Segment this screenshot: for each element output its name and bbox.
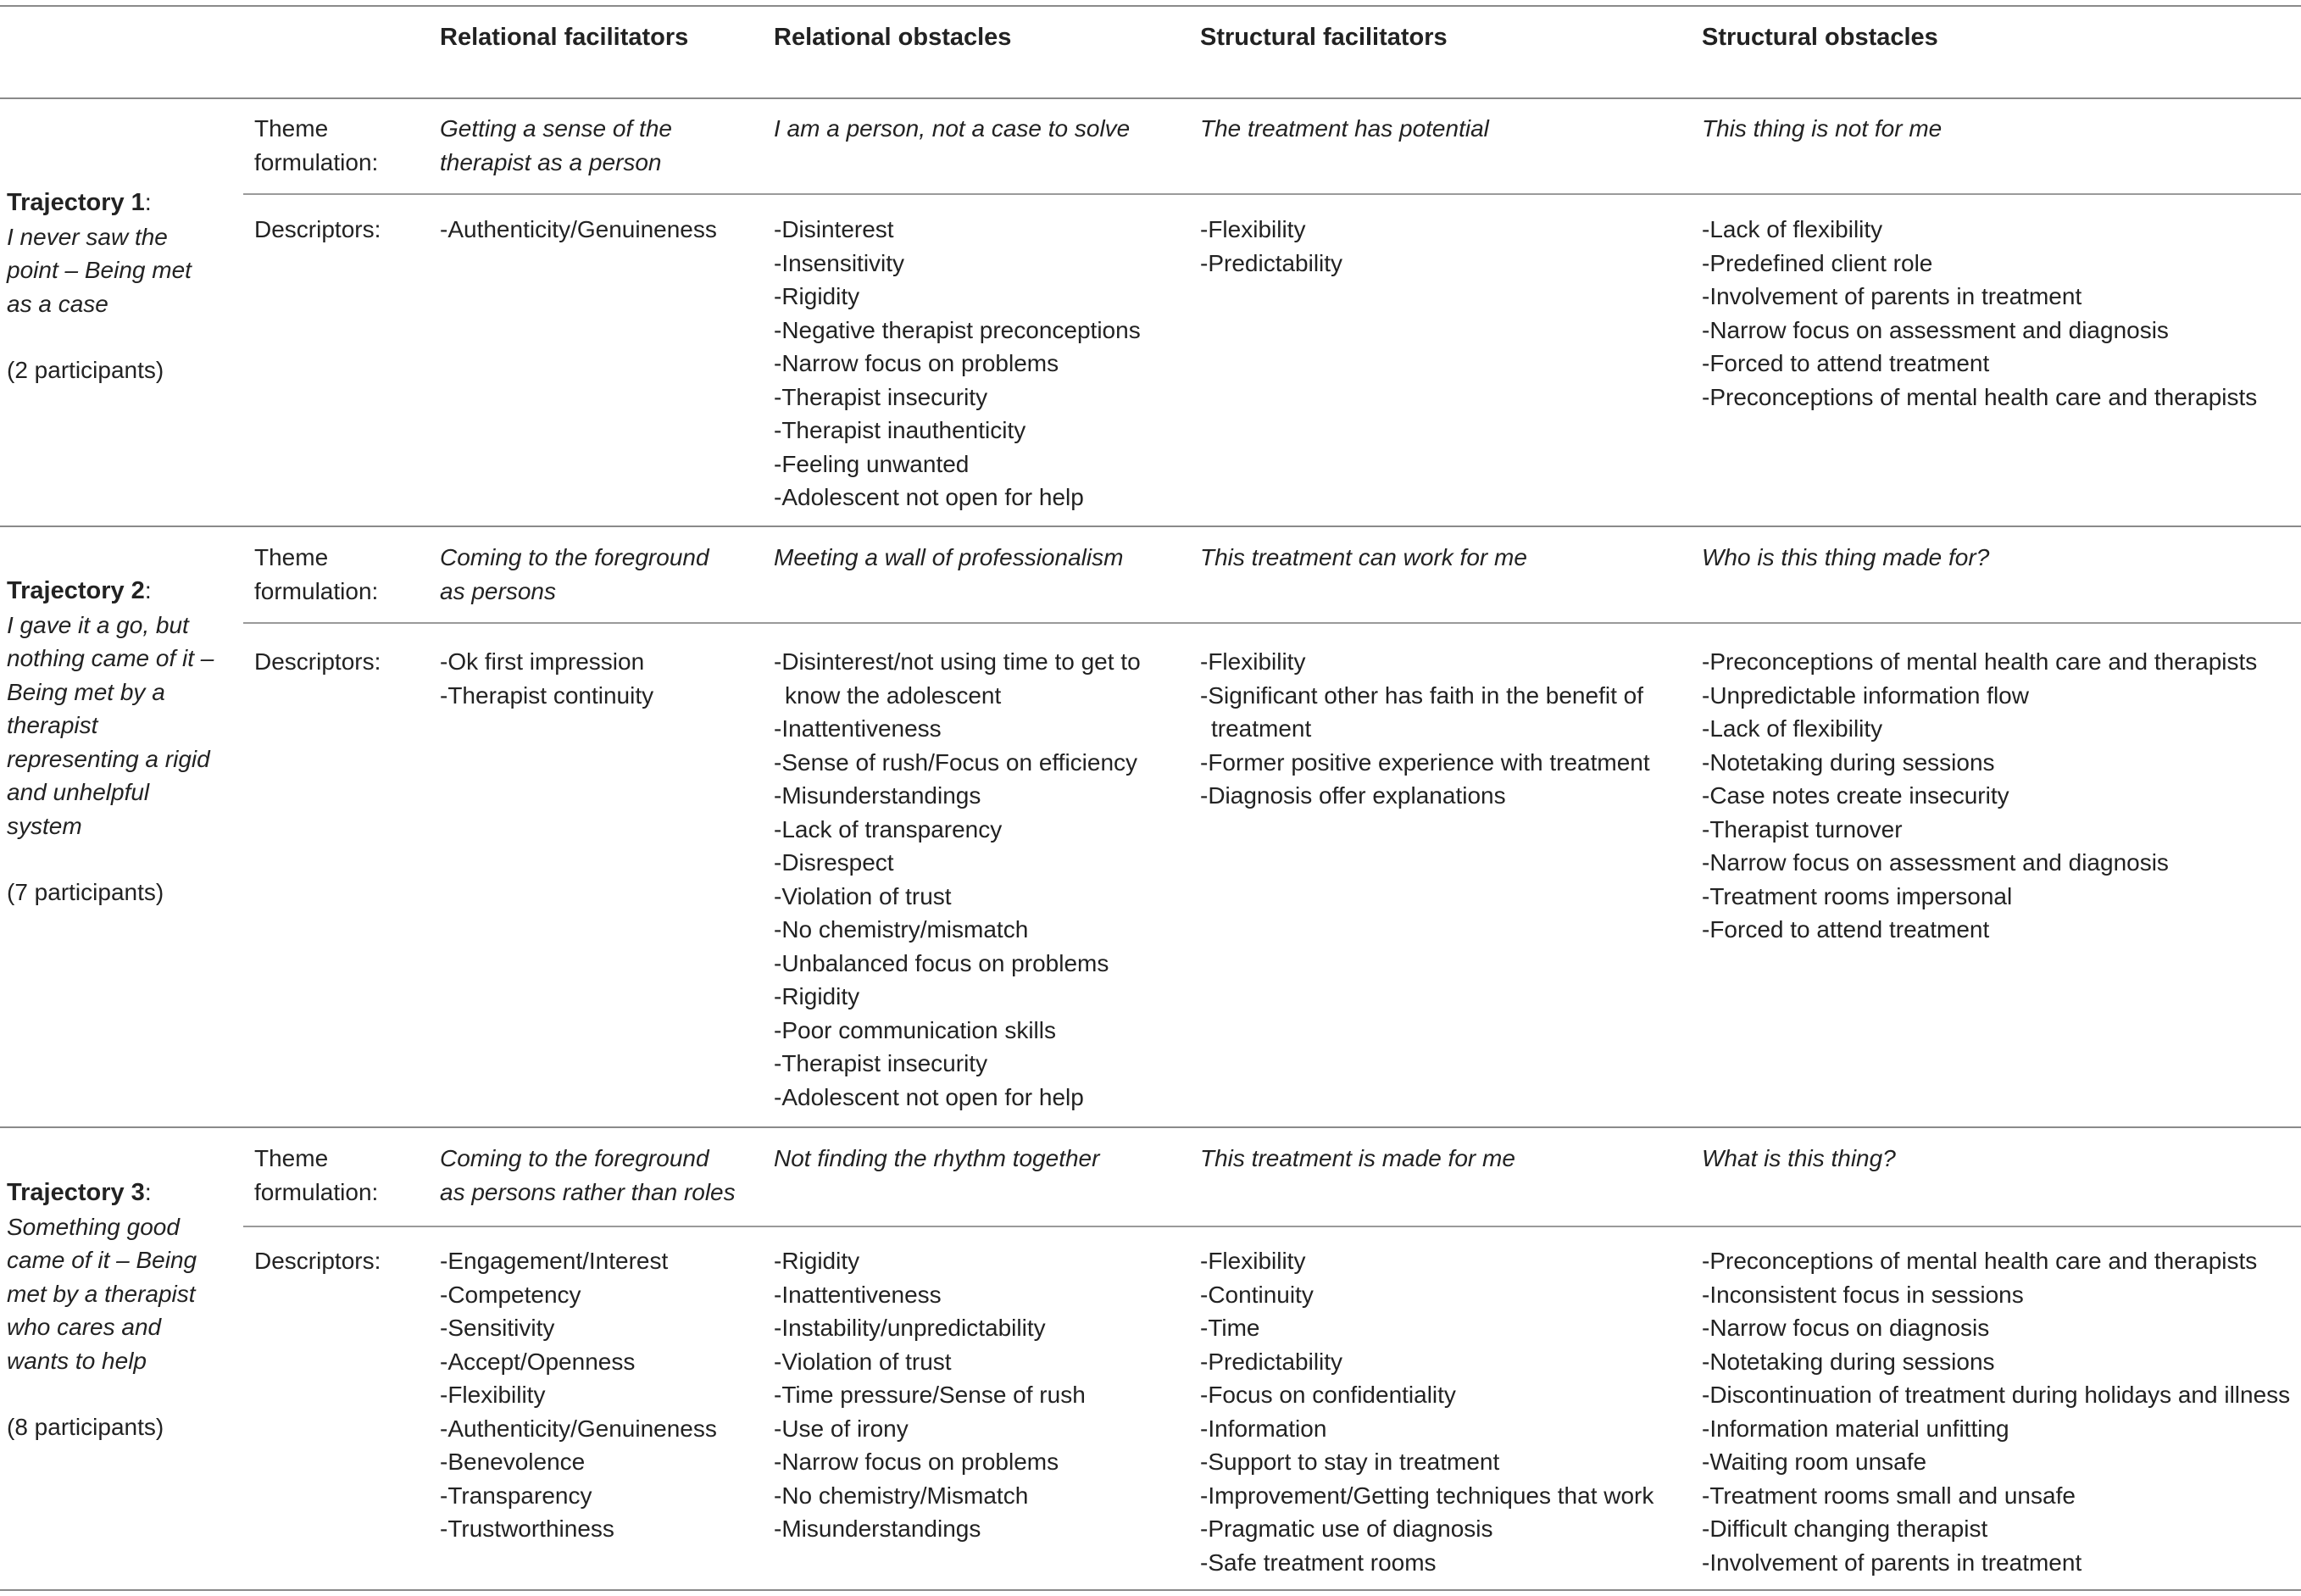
- descriptor-item: -Narrow focus on assessment and diagnosis: [1702, 316, 2169, 343]
- descriptor-item: -Preconceptions of mental health care and therapists: [1702, 383, 2258, 410]
- descriptor-item: -Preconceptions of mental health care and therapists: [1702, 648, 2258, 675]
- descriptor-item: -Authenticity/Genuineness: [440, 1415, 717, 1442]
- t1-descriptors-relational-obstacles: [774, 213, 1141, 514]
- theme-label-line: formulation:: [254, 148, 379, 175]
- theme-formulation-label: [254, 112, 432, 179]
- t2-theme-structural-obstacles: Who is this thing made for?: [1702, 544, 1990, 570]
- descriptor-item: -Support to stay in treatment: [1200, 1449, 1500, 1475]
- t3-descriptors-relational-facilitators: [440, 1244, 717, 1546]
- trajectory-3-subtitle-line: who cares and: [7, 1314, 162, 1340]
- descriptor-item: -Disinterest/not using time to get to: [774, 648, 1141, 675]
- descriptor-item: -Negative therapist preconceptions: [774, 316, 1141, 343]
- descriptor-item: -Violation of trust: [774, 1348, 952, 1375]
- t2-descriptors-relational-facilitators: [440, 645, 653, 712]
- t2-theme-structural-facilitators: This treatment can work for me: [1200, 544, 1527, 570]
- descriptor-item: -Accept/Openness: [440, 1348, 636, 1375]
- descriptor-item: -Waiting room unsafe: [1702, 1449, 1927, 1475]
- theme-line: Coming to the foreground: [440, 1145, 709, 1171]
- row2-bottom-rule: [0, 1126, 2301, 1128]
- theme-label-line: Theme: [254, 115, 329, 142]
- trajectory-2-subtitle-line: representing a rigid: [7, 745, 210, 772]
- descriptor-item: -Trustworthiness: [440, 1515, 614, 1542]
- descriptor-item: -Notetaking during sessions: [1702, 748, 1995, 776]
- descriptor-item: -Therapist insecurity: [774, 1050, 988, 1076]
- header-structural-obstacles: Structural obstacles: [1702, 24, 1938, 51]
- descriptor-item: -Predictability: [1200, 1348, 1343, 1375]
- trajectory-3-name: Trajectory 3: [7, 1179, 145, 1206]
- descriptor-item: -Disinterest: [774, 216, 894, 242]
- descriptor-item: -Therapist turnover: [1702, 815, 1903, 842]
- t1-theme-structural-facilitators: The treatment has potential: [1200, 115, 1489, 142]
- t2-descriptors-relational-obstacles: [774, 645, 1141, 1114]
- trajectory-3-subtitle-line: Something good: [7, 1213, 180, 1240]
- descriptor-item: -Narrow focus on diagnosis: [1702, 1315, 1990, 1341]
- row1-bottom-rule: [0, 526, 2301, 527]
- header-relational-facilitators: Relational facilitators: [440, 24, 689, 51]
- descriptor-item: -Poor communication skills: [774, 1016, 1056, 1043]
- descriptor-item: -Significant other has faith in the benefit of: [1200, 681, 1643, 709]
- descriptor-item: -Time pressure/Sense of rush: [774, 1382, 1086, 1408]
- trajectory-2-name: Trajectory 2: [7, 577, 145, 604]
- theme-label-line: Theme: [254, 544, 329, 570]
- trajectory-1-participants: (2 participants): [7, 357, 164, 383]
- descriptor-item: -Treatment rooms impersonal: [1702, 882, 2013, 909]
- descriptor-item: -Flexibility: [1200, 216, 1306, 242]
- trajectory-2-subtitle-line: therapist: [7, 712, 98, 738]
- theme-line: as persons rather than roles: [440, 1178, 736, 1205]
- trajectory-2-subtitle-line: system: [7, 812, 82, 839]
- trajectory-1-name: Trajectory 1: [7, 189, 145, 216]
- descriptor-item: -Engagement/Interest: [440, 1248, 669, 1274]
- descriptor-item: -Case notes create insecurity: [1702, 782, 2009, 809]
- trajectory-2-label: Trajectory 2: I gave it a go, but nothing came of it – Being met by a therapist representing a rigid and unhelpful system (7 participants): [7, 574, 236, 909]
- t1-theme-relational-facilitators: [440, 112, 672, 179]
- descriptor-item: -No chemistry/Mismatch: [774, 1482, 1029, 1509]
- theme-label-line: formulation:: [254, 1178, 379, 1205]
- descriptor-item: -Narrow focus on problems: [774, 1449, 1059, 1475]
- descriptor-item: -Disrespect: [774, 849, 894, 876]
- t3-descriptors-structural-obstacles: [1702, 1244, 2290, 1579]
- t1-theme-relational-obstacles: I am a person, not a case to solve: [774, 115, 1131, 142]
- descriptor-item: -Instability/unpredictability: [774, 1315, 1046, 1341]
- descriptor-item: -Violation of trust: [774, 882, 952, 909]
- t3-theme-structural-facilitators: This treatment is made for me: [1200, 1145, 1515, 1171]
- trajectory-2-subtitle-line: I gave it a go, but: [7, 611, 189, 638]
- t2-theme-relational-facilitators: [440, 541, 709, 608]
- trajectory-3-label: Trajectory 3: Something good came of it – Being met by a therapist who cares and wants to help (8 participants): [7, 1176, 236, 1444]
- trajectory-1-subtitle-line: as a case: [7, 290, 108, 317]
- theme-label-line: Theme: [254, 1145, 329, 1171]
- trajectory-2-subtitle-line: nothing came of it –: [7, 645, 214, 671]
- row2-theme-divider: [243, 622, 2301, 624]
- descriptor-item: -Lack of flexibility: [1702, 715, 1883, 742]
- t3-theme-relational-obstacles: Not finding the rhythm together: [774, 1145, 1100, 1171]
- t2-descriptors-structural-facilitators: [1200, 645, 1650, 813]
- trajectory-1-subtitle-line: I never saw the: [7, 223, 168, 250]
- descriptor-item: -Adolescent not open for help: [774, 484, 1084, 510]
- descriptor-item: -Flexibility: [1200, 648, 1306, 675]
- descriptor-item: -Lack of transparency: [774, 815, 1003, 842]
- descriptor-item: -Transparency: [440, 1482, 592, 1509]
- trajectory-3-subtitle-line: met by a therapist: [7, 1280, 196, 1307]
- trajectory-2-participants: (7 participants): [7, 879, 164, 905]
- trajectory-3-subtitle-line: wants to help: [7, 1347, 147, 1374]
- descriptor-item: -No chemistry/mismatch: [774, 916, 1029, 943]
- t1-descriptors-structural-obstacles: [1702, 213, 2257, 414]
- descriptor-item: -Use of irony: [774, 1415, 909, 1442]
- descriptor-item: -Inconsistent focus in sessions: [1702, 1281, 2024, 1308]
- trajectory-1-subtitle-line: point – Being met: [7, 257, 192, 283]
- descriptor-item: -Misunderstandings: [774, 782, 981, 809]
- descriptor-item: -Forced to attend treatment: [1702, 916, 1990, 943]
- descriptor-item: treatment: [1211, 715, 1312, 742]
- descriptor-item: -Involvement of parents in treatment: [1702, 1549, 2082, 1576]
- descriptor-item: -Improvement/Getting techniques that work: [1200, 1482, 1654, 1509]
- trajectory-3-participants: (8 participants): [7, 1414, 164, 1440]
- t2-theme-relational-obstacles: Meeting a wall of professionalism: [774, 544, 1124, 570]
- t1-descriptors-relational-facilitators: [440, 213, 717, 247]
- descriptor-item: -Flexibility: [1200, 1248, 1306, 1274]
- descriptor-item: -Authenticity/Genuineness: [440, 216, 717, 242]
- descriptor-item: -Narrow focus on problems: [774, 350, 1059, 376]
- descriptor-item: -Adolescent not open for help: [774, 1083, 1084, 1110]
- trajectory-3-subtitle-line: came of it – Being: [7, 1247, 197, 1273]
- header-structural-facilitators: Structural facilitators: [1200, 24, 1448, 51]
- descriptor-item: -Former positive experience with treatment: [1200, 748, 1650, 776]
- descriptor-item: -Continuity: [1200, 1281, 1314, 1308]
- descriptor-item: -Therapist continuity: [440, 681, 654, 709]
- descriptor-item: -Diagnosis offer explanations: [1200, 782, 1506, 809]
- t3-descriptors-relational-obstacles: [774, 1244, 1086, 1546]
- table-top-rule: [0, 5, 2301, 7]
- theme-line: as persons: [440, 577, 556, 604]
- t3-theme-relational-facilitators: [440, 1142, 736, 1209]
- descriptor-item: -Rigidity: [774, 1248, 860, 1274]
- descriptor-item: -Competency: [440, 1281, 581, 1308]
- t2-descriptors-structural-obstacles: [1702, 645, 2257, 947]
- descriptor-item: -Insensitivity: [774, 249, 905, 276]
- descriptor-item: -Involvement of parents in treatment: [1702, 283, 2082, 309]
- table-bottom-rule: [0, 1589, 2301, 1591]
- descriptor-item: -Predefined client role: [1702, 249, 1933, 276]
- descriptor-item: -Unbalanced focus on problems: [774, 949, 1109, 976]
- descriptor-item: -Information: [1200, 1415, 1327, 1442]
- descriptor-item: -Pragmatic use of diagnosis: [1200, 1515, 1493, 1542]
- descriptor-item: -Lack of flexibility: [1702, 216, 1883, 242]
- descriptor-item: -Safe treatment rooms: [1200, 1549, 1437, 1576]
- descriptor-item: -Flexibility: [440, 1382, 546, 1408]
- t1-descriptors-structural-facilitators: [1200, 213, 1342, 280]
- descriptor-item: -Time: [1200, 1315, 1260, 1341]
- descriptor-item: -Benevolence: [440, 1449, 586, 1475]
- descriptor-item: -Information material unfitting: [1702, 1415, 2009, 1442]
- header-relational-obstacles: Relational obstacles: [774, 24, 1012, 51]
- descriptor-item: -Discontinuation of treatment during holidays and illness: [1702, 1382, 2291, 1408]
- t3-descriptors-structural-facilitators: [1200, 1244, 1653, 1579]
- t1-theme-structural-obstacles: This thing is not for me: [1702, 115, 1943, 142]
- descriptors-label: Descriptors:: [254, 648, 381, 675]
- descriptor-item: -Inattentiveness: [774, 1281, 942, 1308]
- theme-line: therapist as a person: [440, 148, 662, 175]
- t3-theme-structural-obstacles: What is this thing?: [1702, 1145, 1896, 1171]
- descriptor-item: know the adolescent: [785, 681, 1002, 709]
- descriptor-item: -Feeling unwanted: [774, 450, 970, 477]
- descriptors-label: Descriptors:: [254, 216, 381, 242]
- descriptor-item: -Therapist inauthenticity: [774, 417, 1026, 443]
- header-bottom-rule: [0, 97, 2301, 99]
- descriptor-item: -Rigidity: [774, 283, 860, 309]
- descriptor-item: -Focus on confidentiality: [1200, 1382, 1456, 1408]
- trajectory-2-subtitle-line: and unhelpful: [7, 779, 150, 805]
- descriptor-item: -Narrow focus on assessment and diagnosis: [1702, 849, 2169, 876]
- descriptor-item: -Predictability: [1200, 249, 1343, 276]
- descriptor-item: -Inattentiveness: [774, 715, 942, 742]
- descriptor-item: -Unpredictable information flow: [1702, 681, 2029, 709]
- descriptor-item: -Difficult changing therapist: [1702, 1515, 1988, 1542]
- row1-theme-divider: [243, 193, 2301, 195]
- trajectory-1-label: Trajectory 1: I never saw the point – Being met as a case (2 participants): [7, 186, 236, 387]
- theme-formulation-label: [254, 541, 432, 608]
- descriptor-item: -Sense of rush/Focus on efficiency: [774, 748, 1138, 776]
- descriptor-item: -Treatment rooms small and unsafe: [1702, 1482, 2076, 1509]
- theme-formulation-label: [254, 1142, 432, 1209]
- descriptor-item: -Therapist insecurity: [774, 383, 988, 410]
- descriptor-item: -Forced to attend treatment: [1702, 350, 1990, 376]
- descriptor-item: -Misunderstandings: [774, 1515, 981, 1542]
- descriptor-item: -Rigidity: [774, 983, 860, 1009]
- row3-theme-divider: [243, 1226, 2301, 1227]
- trajectory-2-subtitle-line: Being met by a: [7, 678, 165, 705]
- descriptor-item: -Preconceptions of mental health care and therapists: [1702, 1248, 2258, 1274]
- theme-line: Coming to the foreground: [440, 544, 709, 570]
- descriptor-item: -Sensitivity: [440, 1315, 555, 1341]
- theme-label-line: formulation:: [254, 577, 379, 604]
- descriptor-item: -Notetaking during sessions: [1702, 1348, 1995, 1375]
- descriptors-label: Descriptors:: [254, 1248, 381, 1274]
- theme-line: Getting a sense of the: [440, 115, 672, 142]
- descriptor-item: -Ok first impression: [440, 648, 645, 675]
